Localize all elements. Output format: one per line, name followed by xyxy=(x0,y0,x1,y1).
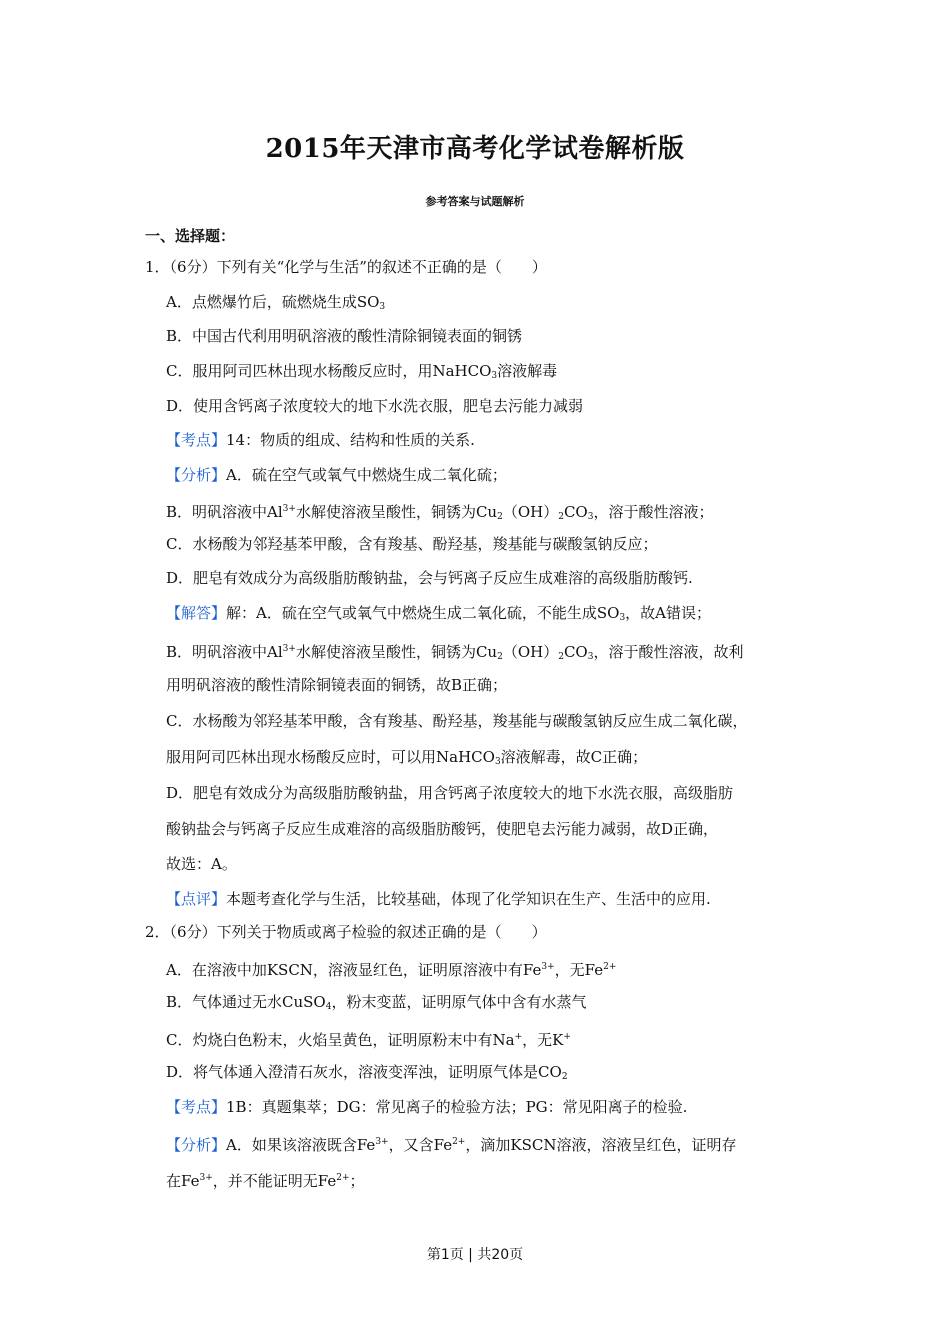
section-heading: 一、选择题： xyxy=(145,227,236,245)
q1-fenxi-4: D．肥皂有效成分为高级脂肪酸钠盐，会与钙离子反应生成难溶的高级脂肪酸钙. xyxy=(166,569,693,587)
dianping-tag: 【点评】 xyxy=(166,890,227,908)
q1-jieda-4: C．水杨酸为邻羟基苯甲酸，含有羧基、酚羟基，羧基能与碳酸氢钠反应生成二氧化碳， xyxy=(166,712,748,730)
q1-fenxi-1: 【分析】A．硫在空气或氧气中燃烧生成二氧化硫； xyxy=(166,466,507,484)
kaodian-tag: 【考点】 xyxy=(166,1098,227,1116)
fenxi-tag: 【分析】 xyxy=(166,466,227,484)
q2-kaodian: 【考点】1B：真题集萃；DG：常见离子的检验方法；PG：常见阳离子的检验. xyxy=(166,1098,688,1116)
q1-stem: 1．（6分）下列有关“化学与生活”的叙述不正确的是（ ） xyxy=(145,258,547,276)
q1-dianping: 【点评】本题考查化学与生活，比较基础，体现了化学知识在生产、生活中的应用. xyxy=(166,890,711,908)
q2-option-c: C．灼烧白色粉末，火焰呈黄色，证明原粉末中有Na+，无K+ xyxy=(166,1031,571,1049)
document-title: 2015年天津市高考化学试卷解析版 xyxy=(265,134,685,164)
q1-jieda-1: 【解答】解：A．硫在空气或氧气中燃烧生成二氧化硫，不能生成$SO_3$，故A错误； xyxy=(166,604,712,623)
q1-jieda-8: 故选：A。 xyxy=(166,855,237,873)
jieda-tag: 【解答】 xyxy=(166,604,227,622)
q2-stem: 2．（6分）下列关于物质或离子检验的叙述正确的是（ ） xyxy=(145,923,547,941)
q1-fenxi-3: C．水杨酸为邻羟基苯甲酸，含有羧基、酚羟基，羧基能与碳酸氢钠反应； xyxy=(166,535,658,553)
q1-jieda-3: 用明矾溶液的酸性清除铜镜表面的铜锈，故B正确； xyxy=(166,676,508,694)
q1-jieda-2: B．明矾溶液中$Al^{3+}$水解使溶液呈酸性，铜锈为$Cu_2(OH)_2CO_3$，溶于酸性溶液，故利 xyxy=(166,643,744,662)
q2-option-b: B．气体通过无水CuSO$_4$，粉末变蓝，证明原气体中含有水蒸气 xyxy=(166,993,587,1012)
q1-kaodian: 【考点】14：物质的组成、结构和性质的关系. xyxy=(166,431,475,449)
kaodian-tag: 【考点】 xyxy=(166,431,227,449)
q1-jieda-5: 服用阿司匹林出现水杨酸反应时，可以用NaHCO$_3$溶液解毒，故C正确； xyxy=(166,748,648,767)
q2-option-a: A．在溶液中加KSCN，溶液显红色，证明原溶液中有$Fe^{3+}$，无$Fe^{2+}$ xyxy=(166,961,617,979)
q1-jieda-6: D．肥皂有效成分为高级脂肪酸钠盐，用含钙离子浓度较大的地下水洗衣服，高级脂肪 xyxy=(166,784,734,802)
page-footer: 第1页 | 共20页 xyxy=(426,1247,524,1263)
q2-option-d: D．将气体通入澄清石灰水，溶液变浑浊，证明原气体是$CO_2$ xyxy=(166,1063,568,1082)
q1-fenxi-2: B．明矾溶液中$Al^{3+}$水解使溶液呈酸性，铜锈为$Cu_2(OH)_2CO_3$，溶于酸性溶液； xyxy=(166,503,714,522)
q1-jieda-7: 酸钠盐会与钙离子反应生成难溶的高级脂肪酸钙，使肥皂去污能力减弱，故D正确， xyxy=(166,820,719,838)
q1-option-c: C．服用阿司匹林出现水杨酸反应时，用NaHCO$_3$溶液解毒 xyxy=(166,362,558,381)
q1-option-b: B．中国古代利用明矾溶液的酸性清除铜镜表面的铜锈 xyxy=(166,327,523,345)
q1-option-d: D．使用含钙离子浓度较大的地下水洗衣服，肥皂去污能力减弱 xyxy=(166,397,584,415)
q2-fenxi-1: 【分析】A．如果该溶液既含$Fe^{3+}$，又含$Fe^{2+}$，滴加KSCN溶液，溶液呈红色，证明存 xyxy=(166,1136,737,1154)
q1-option-a: A．点燃爆竹后，硫燃烧生成$SO_3$ xyxy=(166,293,386,312)
fenxi-tag: 【分析】 xyxy=(166,1136,227,1154)
q2-fenxi-2: 在$Fe^{3+}$，并不能证明无$Fe^{2+}$； xyxy=(166,1172,365,1190)
document-subtitle: 参考答案与试题解析 xyxy=(425,195,525,208)
